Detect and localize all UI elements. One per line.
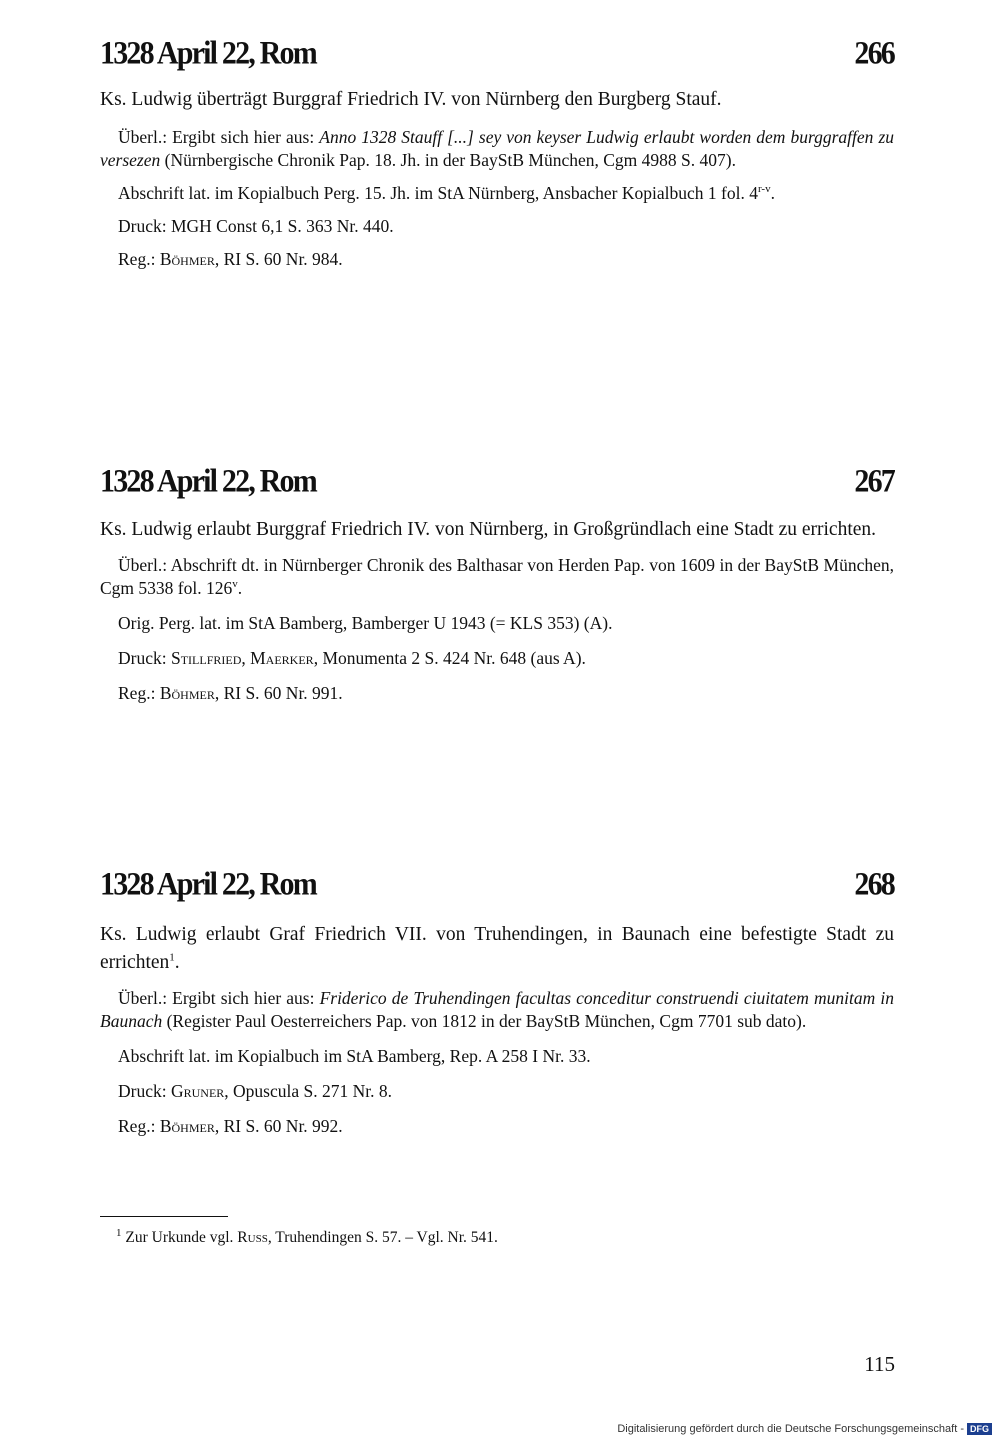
page-number: 115 — [864, 1352, 895, 1376]
entry-number: 268 — [854, 866, 894, 902]
regest-note: Reg.: Böhmer, RI S. 60 Nr. 992. — [118, 1116, 343, 1136]
entry-number: 267 — [854, 463, 894, 499]
entry-date: 1328 April 22, Rom — [100, 463, 316, 499]
druck-note: Druck: MGH Const 6,1 S. 363 Nr. 440. — [118, 216, 394, 236]
ueberlieferung-note: Überl.: Ergibt sich hier aus: Anno 1328 Stauff [...] sey von keyser Ludwig erlaubt worden dem burggraffen zu versezen (Nürnbergische Chronik Pap. 18. Jh. in der BayStB München, Cgm 4988 S. 407). — [100, 127, 895, 170]
entry-266 — [100, 35, 895, 271]
entry-summary: Ks. Ludwig erlaubt Graf Friedrich VII. von Truhendingen, in Baunach eine befestigte Stadt zu errichten$^1$. — [100, 924, 894, 973]
druck-note: Druck: Stillfried, Maerker, Monumenta 2 S. 424 Nr. 648 (aus A). — [118, 648, 586, 668]
credit-text: Digitalisierung gefördert durch die Deutsche Forschungsgemeinschaft - — [617, 1423, 964, 1435]
dfg-logo: DFG — [967, 1423, 992, 1435]
entry-summary: Ks. Ludwig erlaubt Burggraf Friedrich IV. von Nürnberg, in Großgründlach eine Stadt zu errichten. — [100, 519, 877, 540]
abschrift-note: Abschrift lat. im Kopialbuch im StA Bamberg, Rep. A 258 I Nr. 33. — [118, 1046, 591, 1066]
entry-268 — [100, 866, 894, 1138]
regest-note: Reg.: Böhmer, RI S. 60 Nr. 984. — [118, 249, 343, 269]
entry-heading — [100, 866, 894, 903]
entry-date: 1328 April 22, Rom — [100, 866, 316, 902]
druck-note: Druck: Gruner, Opuscula S. 271 Nr. 8. — [118, 1081, 392, 1101]
entry-267 — [100, 463, 894, 705]
footnote-divider — [100, 1216, 228, 1217]
abschrift-note: Abschrift lat. im Kopialbuch Perg. 15. Jh. im StA Nürnberg, Ansbacher Kopialbuch 1 fol. 4$^{r-v}$. — [118, 183, 775, 203]
ueberlieferung-note: Überl.: Abschrift dt. in Nürnberger Chronik des Balthasar von Herden Pap. von 1609 in der BayStB München, Cgm 5338 fol. 126$^v$. — [100, 555, 894, 598]
entry-summary: Ks. Ludwig überträgt Burggraf Friedrich IV. von Nürnberg den Burgberg Stauf. — [100, 89, 722, 110]
regest-note: Reg.: Böhmer, RI S. 60 Nr. 991. — [118, 683, 343, 703]
footnote: $^1$ Zur Urkunde vgl. Russ, Truhendingen S. 57. – Vgl. Nr. 541. — [116, 1226, 498, 1246]
ueberlieferung-note: Überl.: Ergibt sich hier aus: Friderico de Truhendingen facultas conceditur construendi ciuitatem munitam in Baunach (Register Paul Oesterreichers Pap. von 1812 in der BayStB München, Cgm 7701 sub dato). — [100, 988, 894, 1031]
digitization-credit — [617, 1423, 992, 1435]
entry-heading — [100, 463, 894, 500]
entry-heading — [100, 35, 894, 72]
footnote-mark: 1 — [116, 1226, 122, 1239]
original-note: Orig. Perg. lat. im StA Bamberg, Bamberger U 1943 (= KLS 353) (A). — [118, 613, 613, 633]
entry-number: 266 — [854, 35, 894, 71]
entry-date: 1328 April 22, Rom — [100, 35, 316, 71]
